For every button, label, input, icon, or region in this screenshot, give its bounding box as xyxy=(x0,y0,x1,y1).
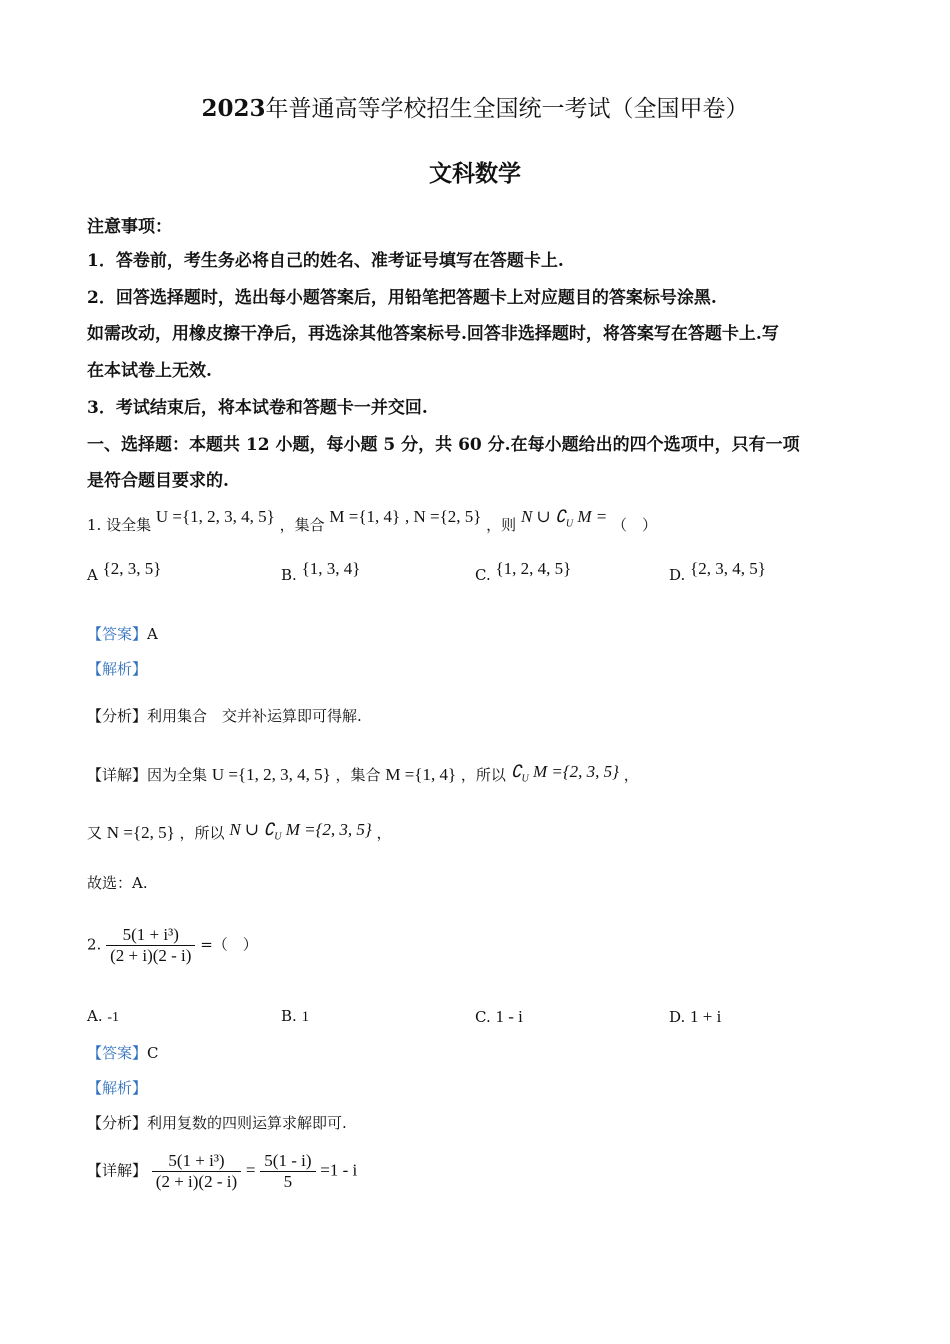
title-year: 2023 xyxy=(201,95,266,122)
q1-detail1-c: ，所以 xyxy=(460,766,506,784)
q1-analysis-tag: 【解析】 xyxy=(87,660,148,678)
q1-detail1-a: 因为全集 xyxy=(147,766,208,784)
q1-detail2-n: N ={2, 5} xyxy=(106,823,175,842)
q1-detail-tag: 【详解】 xyxy=(87,766,148,784)
q2-fraction-numerator: 5(1 + i³) xyxy=(106,925,195,946)
q2-option-c xyxy=(475,1007,523,1027)
q1-answer-tag: 【答案】 xyxy=(87,625,148,643)
q2-answer-tag: 【答案】 xyxy=(87,1044,148,1062)
q1-option-d-label: D. xyxy=(669,566,686,584)
q2-fenxi-tag: 【分析】 xyxy=(87,1114,148,1132)
q2-answer xyxy=(87,1042,159,1063)
q1-option-b xyxy=(281,559,361,585)
q1-fenxi xyxy=(87,705,362,726)
q2-option-a-label: A. xyxy=(87,1007,103,1025)
q1-prefix: 1. 设全集 xyxy=(87,516,152,534)
q2-detail-fraction-2 xyxy=(260,1151,315,1192)
q1-paren: （ ） xyxy=(612,516,658,534)
q2-option-d-label: D. xyxy=(669,1008,686,1026)
q2-option-d xyxy=(669,1007,721,1027)
q2-detail-fraction-2-numerator: 5(1 - i) xyxy=(260,1151,315,1172)
q2-detail-fraction-2-denominator: 5 xyxy=(283,1172,293,1191)
q1-option-b-value: {1, 3, 4} xyxy=(301,559,361,578)
q1-option-d xyxy=(669,559,766,585)
q2-detail-eq1: = xyxy=(245,1160,256,1180)
q1-option-d-value: {2, 3, 4, 5} xyxy=(690,559,766,578)
q1-mid2: ，则 xyxy=(486,516,517,534)
q1-detail-line2 xyxy=(87,822,391,845)
q1-detail2-res: M ={2, 3, 5} xyxy=(285,820,372,839)
q1-detail1-expr xyxy=(510,762,619,785)
q2-detail-eq2: =1 - i xyxy=(320,1160,358,1180)
q1-analysis xyxy=(87,658,147,679)
q2-answer-value: C xyxy=(147,1044,159,1062)
q1-detail1-sub: U xyxy=(521,773,529,785)
q2-analysis-tag: 【解析】 xyxy=(87,1079,148,1097)
exam-title xyxy=(0,90,950,123)
q2-detail-fraction-1 xyxy=(152,1151,241,1192)
q1-option-a-value: {2, 3, 5} xyxy=(102,559,162,578)
notice-item-2b: 如需改动，用橡皮擦干净后，再选涂其他答案标号.回答非选择题时，将答案写在答题卡上.写 xyxy=(87,324,779,344)
q1-expr xyxy=(520,507,608,530)
q1-detail1-b: ，集合 xyxy=(335,766,381,784)
q1-option-a xyxy=(87,559,162,585)
q2-option-b-label: B. xyxy=(281,1007,297,1025)
q1-expr-end: M = xyxy=(577,507,608,526)
q2-fraction-denominator: (2 + i)(2 - i) xyxy=(110,946,192,965)
q1-m-set: M ={1, 4} xyxy=(329,507,401,526)
q1-mid1: ，集合 xyxy=(279,516,325,534)
question-2-stem xyxy=(87,925,258,966)
q1-detail1-expr-main: ∁ xyxy=(510,762,522,781)
q2-option-c-label: C. xyxy=(475,1008,491,1026)
q1-detail2-b: ，所以 xyxy=(179,824,225,842)
q2-detail xyxy=(87,1151,357,1192)
q1-detail1-u: U ={1, 2, 3, 4, 5} xyxy=(211,765,331,784)
q1-fenxi-tag: 【分析】 xyxy=(87,707,148,725)
q2-fenxi-text: 利用复数的四则运算求解即可. xyxy=(147,1114,347,1132)
notice-item-1: 1．答卷前，考生务必将自己的姓名、准考证号填写在答题卡上. xyxy=(87,251,564,271)
notice-item-2c: 在本试卷上无效. xyxy=(87,361,212,381)
q2-option-b-value: 1 xyxy=(301,1009,310,1025)
q2-fenxi xyxy=(87,1112,347,1133)
q1-detail1-m: M ={1, 4} xyxy=(385,765,457,784)
q2-option-c-value: 1 - i xyxy=(495,1007,523,1026)
q1-option-c xyxy=(475,559,572,585)
q2-number: 2. xyxy=(87,935,102,954)
q1-detail2-a: 又 xyxy=(87,824,103,842)
notice-heading: 注意事项： xyxy=(87,217,172,237)
q1-option-b-label: B. xyxy=(281,566,297,584)
q1-option-c-value: {1, 2, 4, 5} xyxy=(495,559,572,578)
q1-option-c-label: C. xyxy=(475,566,491,584)
q2-eq: =（ ） xyxy=(200,935,258,954)
q2-option-a xyxy=(87,1007,119,1026)
q1-answer-value: A xyxy=(147,625,158,643)
q1-conclusion: 故选：A. xyxy=(87,874,148,892)
q1-fenxi-text: 利用集合 交并补运算即可得解. xyxy=(147,707,362,725)
q2-option-a-value: -1 xyxy=(107,1010,120,1025)
q2-detail-tag: 【详解】 xyxy=(87,1161,148,1180)
q1-n-set: , N ={2, 5} xyxy=(404,507,482,526)
q2-detail-fraction-1-denominator: (2 + i)(2 - i) xyxy=(155,1172,238,1191)
q1-detail1-res: M ={2, 3, 5} xyxy=(533,762,619,781)
q2-option-d-value: 1 + i xyxy=(690,1007,722,1026)
section-heading-line1: 一、选择题：本题共 12 小题，每小题 5 分，共 60 分.在每小题给出的四个选项中，只有一项 xyxy=(87,435,800,455)
question-1-stem xyxy=(87,507,658,537)
q2-detail-fraction-1-numerator: 5(1 + i³) xyxy=(152,1151,241,1172)
q2-fraction xyxy=(106,925,195,966)
q1-option-a-label: A xyxy=(87,566,98,584)
q1-detail2-sub: U xyxy=(274,831,282,843)
notice-item-3: 3．考试结束后，将本试卷和答题卡一并交回. xyxy=(87,398,428,418)
q1-expr-main: N ∪ ∁ xyxy=(520,507,566,526)
exam-subtitle: 文科数学 xyxy=(429,160,521,187)
title-text: 年普通高等学校招生全国统一考试（全国甲卷） xyxy=(265,96,749,122)
q1-detail2-expr-main: N ∪ ∁ xyxy=(229,820,275,839)
q1-detail1-d: ， xyxy=(623,766,639,784)
q1-detail2-c: ， xyxy=(376,824,392,842)
q1-detail-line1 xyxy=(87,764,639,787)
q1-expr-sub: U xyxy=(565,518,574,530)
section-heading-line2: 是符合题目要求的. xyxy=(87,471,229,491)
q2-analysis xyxy=(87,1077,147,1098)
q2-option-b xyxy=(281,1007,309,1026)
q1-detail2-expr xyxy=(229,820,372,843)
notice-item-2: 2．回答选择题时，选出每小题答案后，用铅笔把答题卡上对应题目的答案标号涂黑. xyxy=(87,288,717,308)
q1-answer xyxy=(87,623,158,644)
q1-u-set: U ={1, 2, 3, 4, 5} xyxy=(155,507,275,526)
